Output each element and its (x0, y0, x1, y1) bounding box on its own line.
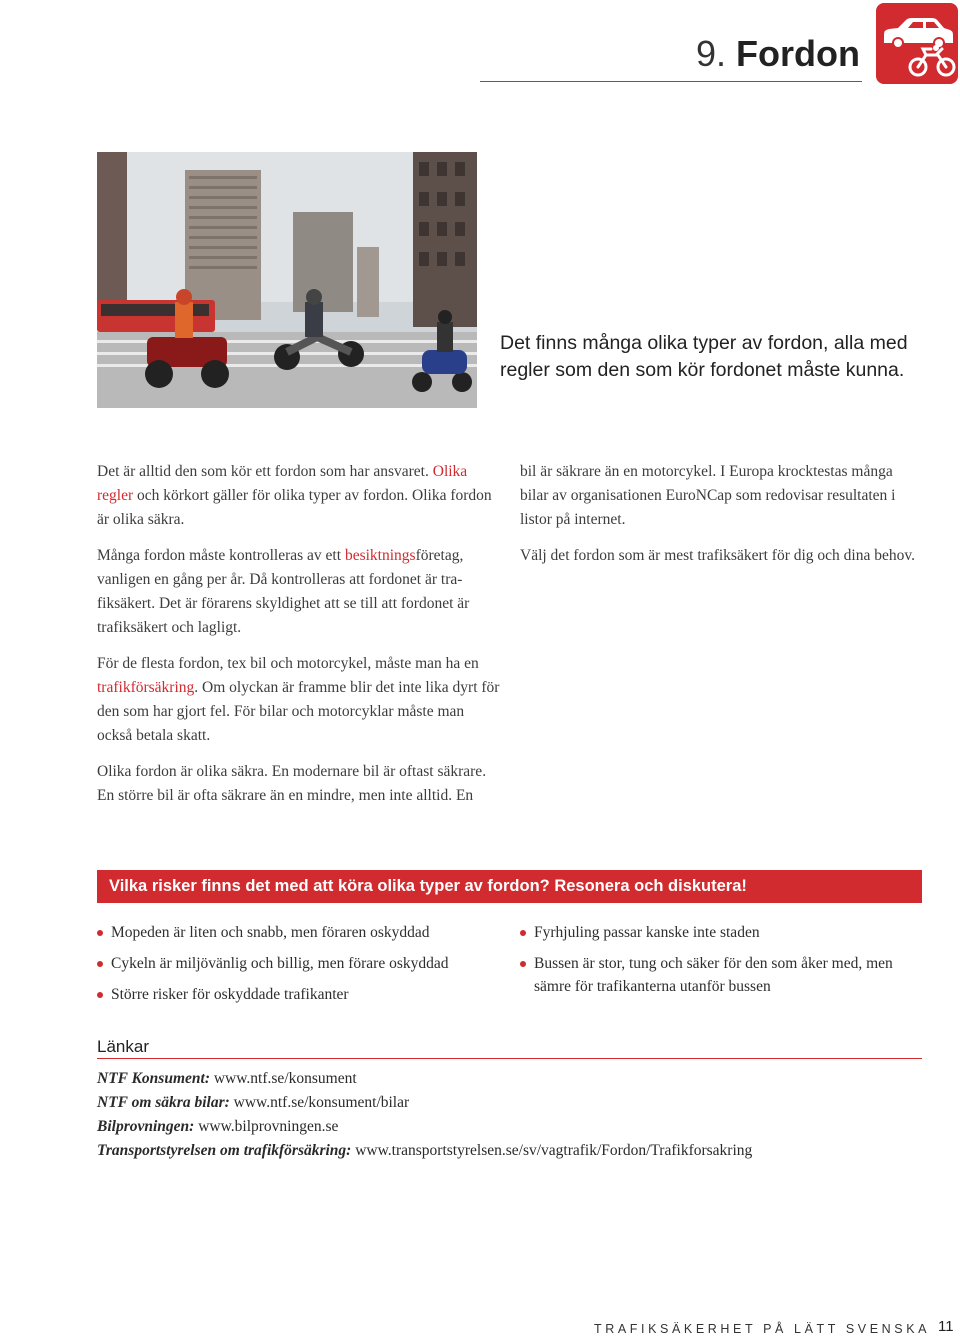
footer-title: TRAFIKSÄKERHET PÅ LÄTT SVENSKA (594, 1322, 931, 1336)
left-column (97, 460, 502, 820)
bullet-icon (97, 961, 103, 967)
paragraph (97, 652, 502, 748)
highlight-term: besiktnings (344, 547, 416, 564)
paragraph (97, 460, 502, 532)
link-row (97, 1139, 927, 1163)
paragraph: Olika fordon är olika säkra. En modernare bil är oftast säkrare. En större bil är ofta säkrare än en mindre, men inte alltid. En (97, 763, 487, 804)
link-label: Bilprovningen: (97, 1118, 195, 1135)
photo-caption: Det finns många olika typer av fordon, alla med regler som den som kör fordonet måste kunna. (500, 332, 908, 381)
header-rule (480, 81, 862, 82)
bullet-icon (520, 930, 526, 936)
list-item (97, 921, 497, 944)
list-item-text: Fyrhjuling passar kanske inte staden (534, 924, 760, 941)
paragraph: Välj det fordon som är mest trafiksäkert för dig och dina behov. (520, 547, 915, 564)
discussion-list-left (97, 921, 497, 1014)
text: företag, vanligen en gång per år. Då kontrolleras att fordonet är tra-fiksäkert. Det är förarens skyldighet att se till att fordonet är trafiksäkert och lagligt. (97, 547, 470, 636)
paragraph: bil är säkrare än en motorcykel. I Europa krocktestas många bilar av organisationen EuroNCap som redovisar resultaten i listor på internet. (520, 463, 896, 528)
link-url[interactable]: www.transportstyrelsen.se/sv/vagtrafik/Fordon/Trafikforsakring (355, 1142, 753, 1159)
list-item (520, 921, 920, 944)
chapter-heading (696, 30, 860, 78)
list-item (520, 952, 920, 998)
highlight-term: trafikförsäkring (97, 679, 195, 696)
discussion-banner: Vilka risker finns det med att köra olika typer av fordon? Resonera och diskutera! (97, 870, 922, 903)
list-item (97, 952, 497, 975)
street-photo (97, 152, 477, 408)
right-column (520, 460, 920, 580)
link-row (97, 1067, 927, 1091)
bullet-icon (520, 961, 526, 967)
text: För de flesta fordon, tex bil och motorcykel, måste man ha en (97, 655, 479, 672)
links-rule (97, 1058, 922, 1059)
text: och körkort gäller för olika typer av fordon. Olika fordon är olika säkra. (97, 487, 492, 528)
car-and-motorcycle-icon (876, 3, 958, 84)
page-number: 11 (938, 1318, 954, 1335)
list-item-text: Bussen är stor, tung och säker för den som åker med, men sämre för trafikanterna utanför bussen (534, 955, 893, 995)
text: Många fordon måste kontrolleras av ett (97, 547, 345, 564)
paragraph (97, 544, 502, 640)
link-row (97, 1115, 927, 1139)
discussion-list-right (520, 921, 920, 1006)
link-label: NTF Konsument: (97, 1070, 210, 1087)
chapter-title: Fordon (736, 33, 860, 74)
highlight-term: Olika regler (97, 463, 468, 504)
link-url[interactable]: www.bilprovningen.se (198, 1118, 339, 1135)
link-url[interactable]: www.ntf.se/konsument (213, 1070, 357, 1087)
links-title: Länkar (97, 1037, 149, 1056)
link-row (97, 1091, 927, 1115)
link-label: Transportstyrelsen om trafikförsäkring: (97, 1142, 352, 1159)
list-item-text: Mopeden är liten och snabb, men föraren oskyddad (111, 924, 430, 941)
text: Det är alltid den som kör ett fordon som har ansvaret. (97, 463, 433, 480)
links-list (97, 1067, 927, 1163)
bullet-icon (97, 992, 103, 998)
bullet-icon (97, 930, 103, 936)
link-label: NTF om säkra bilar: (97, 1094, 230, 1111)
text: . Om olyckan är framme blir det inte lika dyrt för den som har gjort fel. För bilar och motorcyklar måste man också betala skatt. (97, 679, 500, 744)
link-url[interactable]: www.ntf.se/konsument/bilar (233, 1094, 410, 1111)
list-item-text: Större risker för oskyddade trafikanter (111, 986, 349, 1003)
chapter-number: 9. (695, 33, 727, 74)
list-item (97, 983, 497, 1006)
list-item-text: Cykeln är miljövänlig och billig, men förare oskyddad (111, 955, 449, 972)
